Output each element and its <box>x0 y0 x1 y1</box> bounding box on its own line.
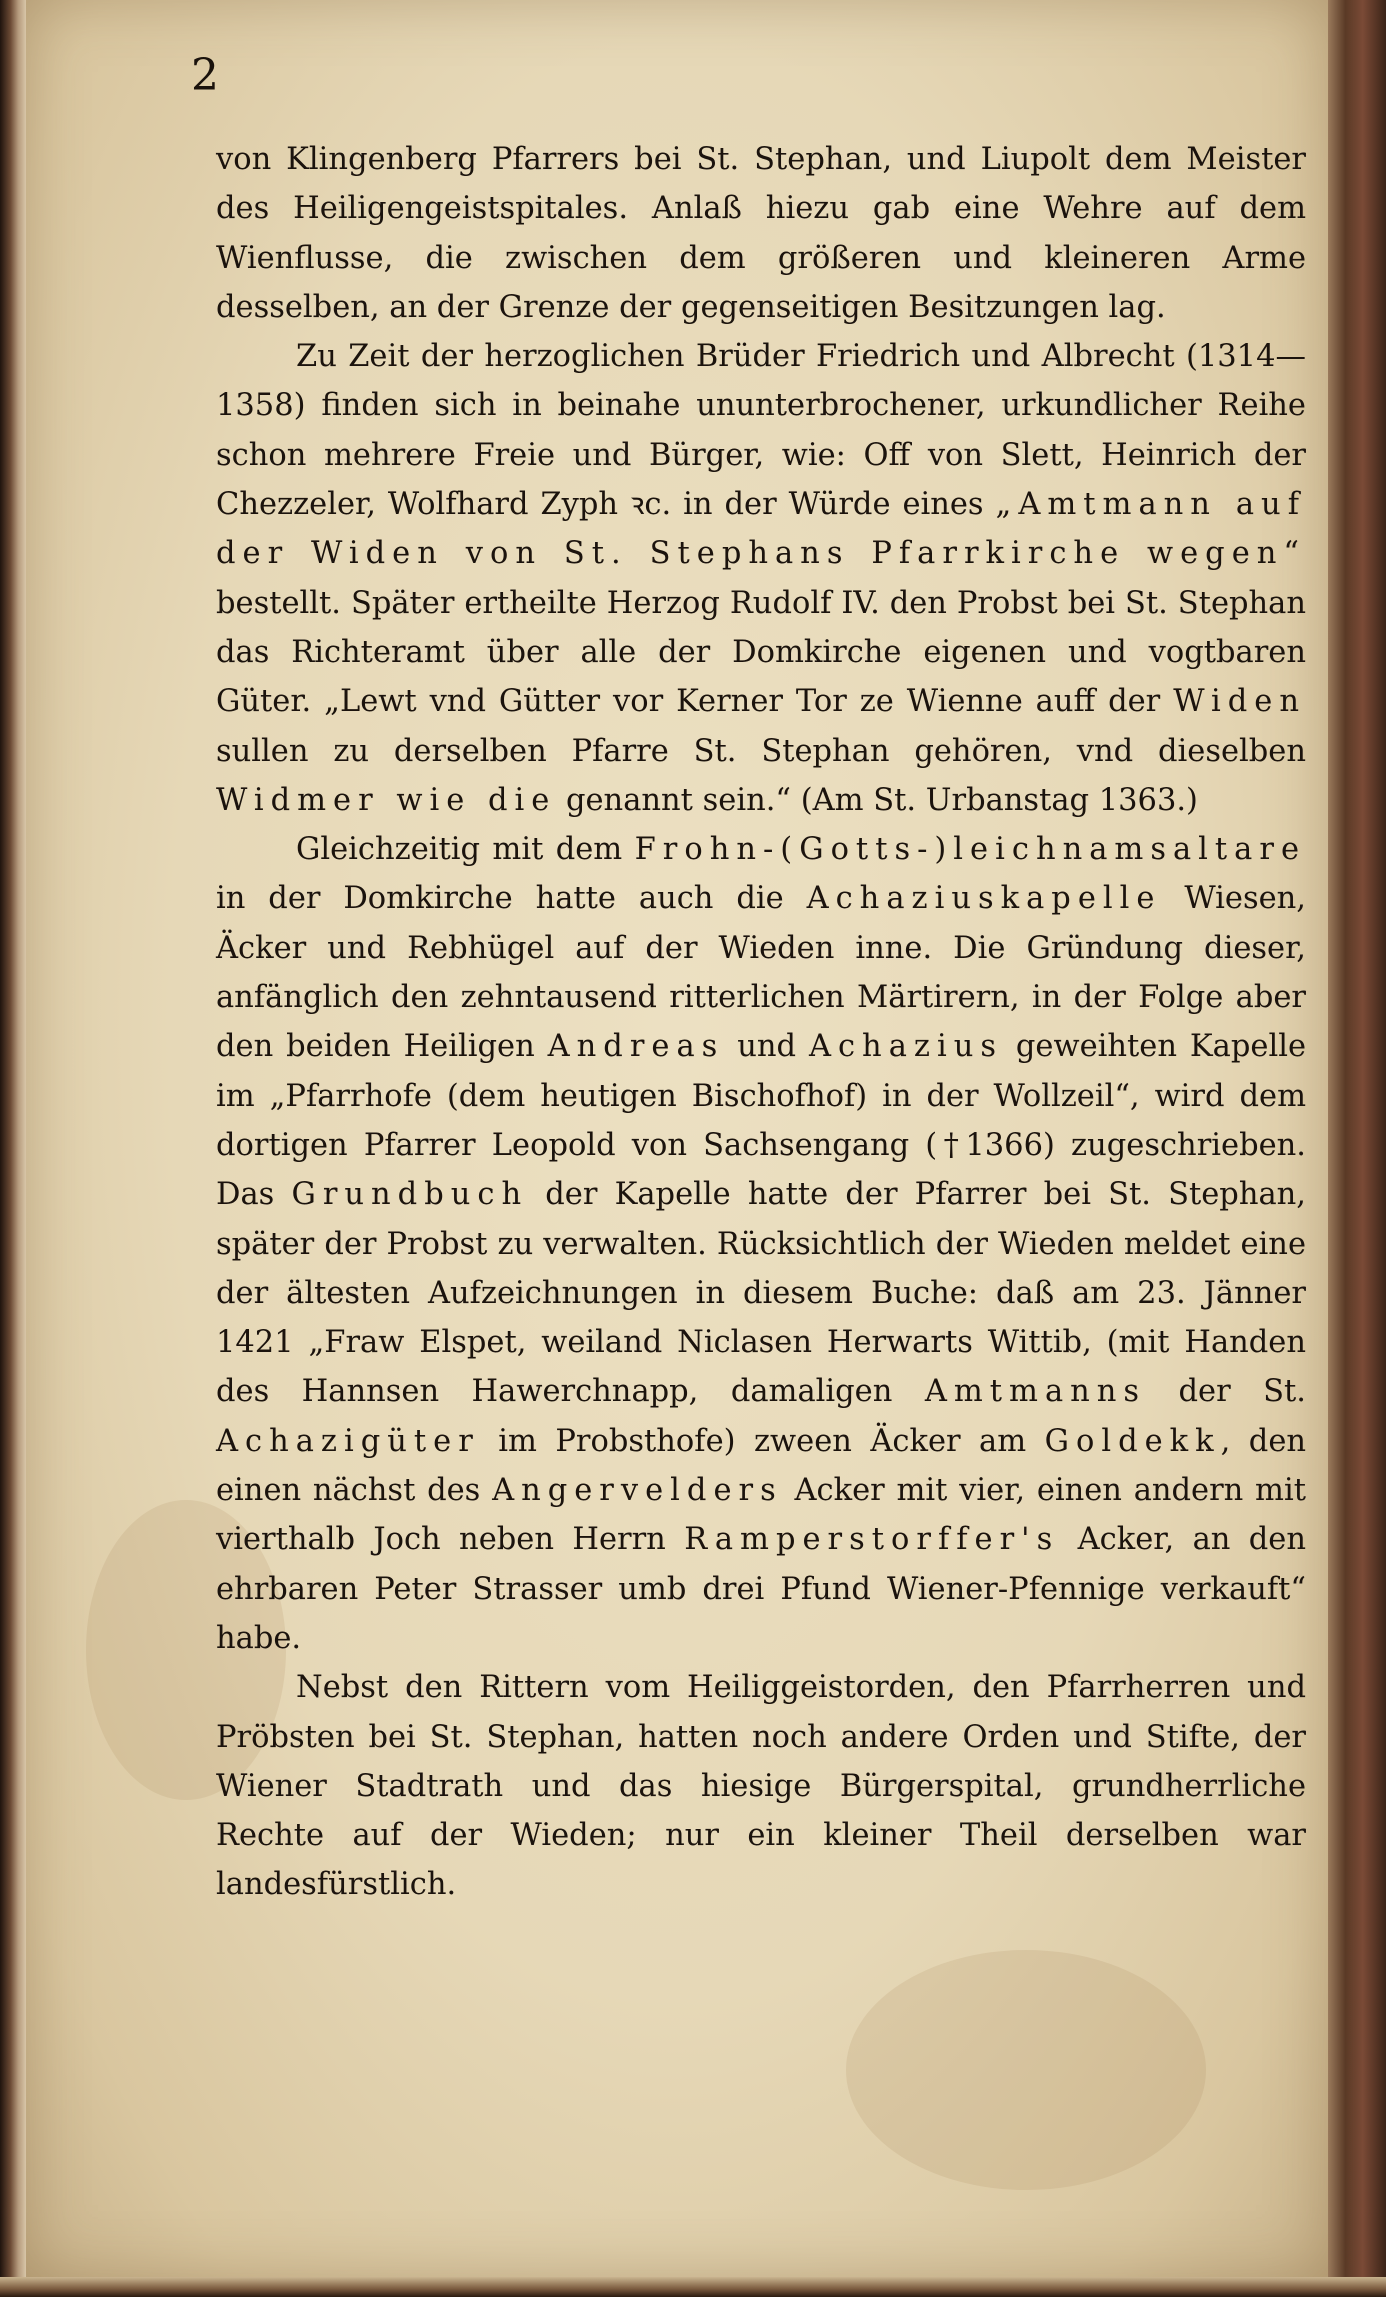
spaced-text-segment: Achazigüter <box>216 1423 480 1459</box>
text-segment: bestellt. Später ertheilte Herzog Rudolf IV. den Probst bei St. Stephan das Richteramt über alle der Domkirche eigenen und vogtbaren Güter. „Lewt vnd Gütter vor Kerner Tor ze Wienne auff der <box>216 585 1306 720</box>
text-segment: von Klingenberg Pfarrers bei St. Stephan, und Liupolt dem Meister des Heiligengeistspitales. Anlaß hiezu gab eine Wehre auf dem Wienflusse, die zwischen dem größeren und kleineren Arme desselben, an der Grenze der gegenseitigen Besitzungen lag. <box>216 142 1306 325</box>
spaced-text-segment: Amtmanns <box>924 1374 1147 1410</box>
book-cover-edge <box>1328 0 1386 2297</box>
text-segment: Nebst den Rittern vom Heiliggeistorden, den Pfarrherren und Pröbsten bei St. Stephan, hatten noch andere Orden und Stifte, der Wiener Stadtrath und das hiesige Bürgerspital, grundherrliche Rechte auf der Wieden; nur ein kleiner Theil derselben war landesfürstlich. <box>216 1670 1306 1903</box>
spaced-text-segment: Achaziuskapelle <box>806 881 1162 917</box>
spaced-text-segment: Grundbuch <box>291 1177 529 1213</box>
text-segment: , den einen nächst des <box>216 1423 1307 1509</box>
page-number: 2 <box>191 50 219 101</box>
text-segment: der Kapelle hatte der Pfarrer bei St. Stephan, später der Probst zu verwalten. Rücksichtlich der Wieden meldet eine der ältesten Aufzeichnungen in diesem Buche: daß am 23. Jänner 1421 „Fraw Elspet, weiland Niclasen Herwarts Wittib, (mit Handen des Hannsen Hawerchnapp, damaligen <box>216 1177 1306 1410</box>
text-segment: geweihten Kapelle im „Pfarrhofe (dem heutigen Bischofhof) in der Wollzeil“, wird dem dortigen Pfarrer Leopold von Sachsengang (†1366) zugeschrieben. Das <box>216 1029 1306 1213</box>
text-segment: Acker mit vier, einen andern mit vierthalb Joch neben Herrn <box>216 1473 1306 1558</box>
spaced-text-segment: Ramperstorffer's <box>684 1522 1060 1558</box>
spaced-text-segment: Achazius <box>808 1029 1003 1065</box>
spaced-text-segment: Angervelders <box>492 1473 783 1509</box>
paragraph <box>216 332 1306 825</box>
spaced-text-segment: Frohn-(Gotts-)leichnamsaltare <box>634 832 1306 868</box>
text-segment: Acker, an den ehrbaren Peter Strasser umb drei Pfund Wiener-Pfennige verkauft“ habe. <box>216 1522 1306 1656</box>
spaced-text-segment: Goldekk <box>1044 1423 1221 1459</box>
text-segment: in der Domkirche hatte auch die <box>216 881 807 917</box>
text-segment: und <box>724 1029 809 1065</box>
spaced-text-segment: Widen <box>1173 684 1306 720</box>
text-segment: Wiesen, Äcker und Rebhügel auf der Wieden inne. Die Gründung dieser, anfänglich den zehntausend ritterlichen Märtirern, in der Folge aber den beiden Heiligen <box>216 881 1306 1065</box>
paragraph <box>216 1663 1306 1909</box>
text-segment: im Probsthofe) zween Äcker am <box>479 1423 1045 1459</box>
spaced-text-segment: „Amtmann auf der Widen von St. Stephans Pfarrkirche wegen“ <box>216 487 1306 572</box>
text-segment: sullen zu derselben Pfarre St. Stephan gehören, vnd dieselben <box>216 733 1306 769</box>
text-segment: Gleichzeitig mit dem <box>296 832 635 868</box>
book-page <box>26 0 1328 2277</box>
text-segment: der St. <box>1146 1374 1306 1410</box>
body-text <box>216 135 1306 1910</box>
paragraph <box>216 135 1306 332</box>
text-segment: genannt sein.“ (Am St. Urbanstag 1363.) <box>556 782 1198 818</box>
book-spine-edge <box>0 0 26 2297</box>
text-segment: Zu Zeit der herzoglichen Brüder Friedrich und Albrecht (1314—1358) finden sich in beinahe ununterbrochener, urkundlicher Reihe schon mehrere Freie und Bürger, wie: Off von Slett, Heinrich der Chezzeler, Wolfhard Zyph ꝛc. in der Würde eines <box>216 339 1306 523</box>
paragraph <box>216 825 1306 1663</box>
spaced-text-segment: Widmer wie die <box>216 782 557 818</box>
paper-stain <box>846 1950 1206 2190</box>
spaced-text-segment: Andreas <box>547 1029 725 1065</box>
page-bottom-edge <box>0 2277 1386 2297</box>
